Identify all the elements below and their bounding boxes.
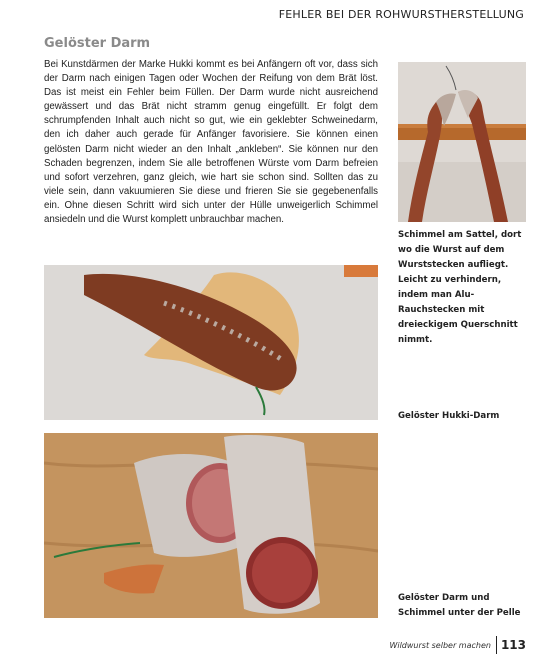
caption-loose-casing-mold: Gelöster Darm und Schimmel unter der Pelle (398, 593, 521, 618)
caption-mold-saddle: Schimmel am Sattel, dort wo die Wurst auf dem Wurststecken aufliegt. Leicht zu verhindern, indem man Alu-Rauchstecken mit dreieckigem Querschnitt nimmt. (398, 230, 522, 345)
photo-loose-hukki-casing (44, 265, 378, 420)
body-paragraph: Bei Kunstdärmen der Marke Hukki kommt es bei Anfängern oft vor, dass sich der Darm nach einigen Tagen oder Wochen der Reifung von dem Brät löst. Das ist meist ein Fehler beim Füllen. Der Darm wurde nicht ausreichend gewässert und das Brät nicht stramm genug eingefüllt. Er folgt dem schrumpfenden Inhalt auch nicht so gut, wie ein geklebter Schweinedarm, den ich daher auch gerade für Anfänger favorisiere. Sie können einen gelösten Darm nicht wieder an den Inhalt „ankleben“. Sie können nur den Schaden begrenzen, indem Sie alle betroffenen Würste vom Darm befreien und sofort verzehren, ganz gleich, wie hart sie schon sind. Sollten das zu viele sein, dann vakuumieren Sie diese und frieren Sie sie gegebenenfalls ein. Ohne diesen Schritt wird sich unter der Hülle unweigerlich Schimmel ansiedeln und die Wurst komplett unbrauchbar machen. (44, 59, 378, 226)
photo-loose-casing-mold (44, 433, 378, 618)
page-number: 113 (500, 638, 526, 652)
section-title: Gelöster Darm (44, 36, 151, 51)
caption-loose-hukki: Gelöster Hukki-Darm (398, 411, 500, 421)
page-footer (389, 636, 526, 654)
footer-book-title: Wildwurst selber machen (389, 640, 491, 650)
photo-sausages-on-stick (398, 62, 526, 222)
running-header: FEHLER BEI DER ROHWURSTHERSTELLUNG (278, 8, 524, 21)
